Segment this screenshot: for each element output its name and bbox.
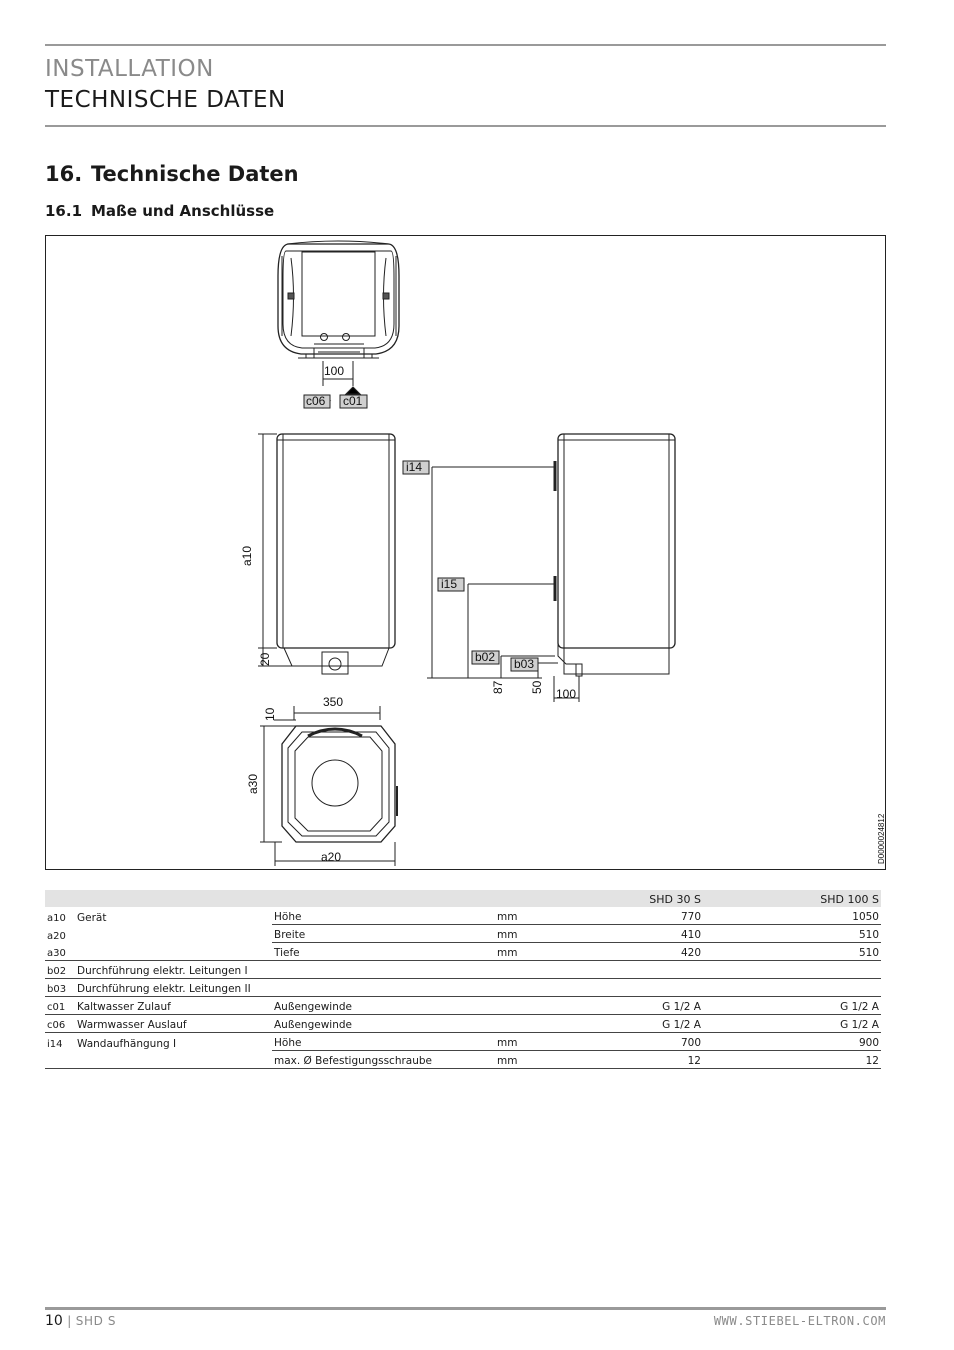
table-cell-v1: 12 bbox=[525, 1051, 703, 1069]
table-cell-v1: 770 bbox=[525, 907, 703, 925]
drawing-code: D0000024812 bbox=[877, 813, 886, 864]
heading-number: 16. bbox=[45, 162, 83, 186]
label-dim-100-side: 100 bbox=[556, 687, 577, 701]
label-dim-87: 87 bbox=[491, 680, 505, 694]
table-cell-param: Tiefe bbox=[272, 943, 495, 961]
table-row bbox=[45, 1051, 881, 1069]
label-dim-100-top: 100 bbox=[324, 364, 345, 378]
table-cell-unit: mm bbox=[495, 1033, 525, 1051]
label-b03: b03 bbox=[514, 657, 535, 671]
table-row bbox=[45, 1015, 881, 1033]
subheading-title: Maße und Anschlüsse bbox=[91, 202, 275, 220]
table-cell-code: c06 bbox=[45, 1015, 75, 1033]
page-number: 10 bbox=[45, 1313, 63, 1329]
table-cell-unit bbox=[495, 979, 525, 997]
table-cell-v2 bbox=[703, 961, 881, 979]
table-cell-code: a20 bbox=[47, 930, 66, 942]
table-row bbox=[45, 925, 881, 943]
col-shd30: SHD 30 S bbox=[525, 890, 703, 907]
footer-rule bbox=[45, 1307, 886, 1310]
label-dim-10: 10 bbox=[263, 707, 277, 721]
table-cell-name: Wandaufhängung I bbox=[77, 1037, 177, 1050]
table-cell-v1 bbox=[525, 961, 703, 979]
table-cell-name bbox=[75, 1051, 272, 1069]
table-cell-v1: G 1/2 A bbox=[525, 997, 703, 1015]
table-cell-v2: G 1/2 A bbox=[703, 1015, 881, 1033]
table-cell-unit bbox=[495, 961, 525, 979]
label-a30: a30 bbox=[246, 773, 260, 794]
label-i14: i14 bbox=[406, 460, 423, 474]
table-cell-param bbox=[272, 979, 495, 997]
label-c01: c01 bbox=[343, 394, 363, 408]
top-view bbox=[278, 241, 399, 358]
header-top-rule bbox=[45, 44, 886, 46]
table-row bbox=[45, 943, 881, 961]
table-row bbox=[45, 979, 881, 997]
table-cell-code: b02 bbox=[45, 961, 75, 979]
label-a20: a20 bbox=[321, 850, 342, 864]
table-cell-name bbox=[75, 943, 272, 961]
footer-left bbox=[45, 1313, 116, 1329]
table-cell-name bbox=[75, 925, 272, 943]
table-cell-code bbox=[45, 1051, 75, 1069]
table-cell-name: Durchführung elektr. Leitungen I bbox=[75, 961, 272, 979]
table-cell-param: Höhe bbox=[272, 1033, 495, 1051]
heading-title: Technische Daten bbox=[91, 162, 299, 186]
heading-masse-anschluesse bbox=[45, 202, 274, 220]
table-cell-v2: G 1/2 A bbox=[703, 997, 881, 1015]
table-cell-param: Außengewinde bbox=[272, 1015, 495, 1033]
label-a10: a10 bbox=[240, 545, 254, 566]
label-b02: b02 bbox=[475, 650, 496, 664]
table-cell-v1: 410 bbox=[525, 925, 703, 943]
table-row bbox=[45, 1033, 881, 1051]
table-cell-param: Höhe bbox=[272, 907, 495, 925]
side-view bbox=[555, 434, 675, 676]
heading-technische-daten bbox=[45, 162, 299, 186]
label-dim-50: 50 bbox=[530, 680, 544, 694]
table-cell-v2: 900 bbox=[703, 1033, 881, 1051]
table-cell-unit bbox=[495, 997, 525, 1015]
table-cell-code: b03 bbox=[45, 979, 75, 997]
table-cell-code: a10 bbox=[47, 912, 66, 924]
footer-separator: | bbox=[67, 1314, 72, 1328]
dimension-drawing-svg bbox=[46, 236, 887, 871]
table-row bbox=[45, 961, 881, 979]
bottom-view bbox=[282, 726, 397, 842]
spec-table-header bbox=[45, 890, 881, 907]
front-view bbox=[277, 434, 395, 674]
footer-model: SHD S bbox=[75, 1314, 117, 1328]
table-cell-name: Warmwasser Auslauf bbox=[75, 1015, 272, 1033]
table-cell-unit: mm bbox=[495, 925, 525, 943]
table-cell-code: i14 bbox=[47, 1038, 63, 1050]
table-cell-v2: 510 bbox=[703, 943, 881, 961]
table-cell-v2: 1050 bbox=[703, 907, 881, 925]
table-cell-param bbox=[272, 961, 495, 979]
subheading-number: 16.1 bbox=[45, 202, 83, 220]
table-cell-unit: mm bbox=[495, 943, 525, 961]
table-cell-v1: 420 bbox=[525, 943, 703, 961]
table-cell-param: max. Ø Befestigungsschraube bbox=[272, 1051, 495, 1069]
table-cell-unit: mm bbox=[495, 1051, 525, 1069]
table-cell-unit bbox=[495, 1015, 525, 1033]
table-cell-name: Kaltwasser Zulauf bbox=[75, 997, 272, 1015]
table-row bbox=[45, 907, 881, 925]
label-i15: i15 bbox=[441, 577, 458, 591]
table-cell-name: Gerät bbox=[77, 911, 107, 924]
header-section: INSTALLATION bbox=[45, 56, 214, 82]
table-cell-param: Außengewinde bbox=[272, 997, 495, 1015]
header-subsection: TECHNISCHE DATEN bbox=[45, 87, 286, 113]
label-dim-350: 350 bbox=[323, 695, 344, 709]
spec-table bbox=[45, 890, 881, 1069]
table-cell-v1 bbox=[525, 979, 703, 997]
header-bottom-rule bbox=[45, 125, 886, 127]
col-shd100: SHD 100 S bbox=[703, 890, 881, 907]
table-cell-code: a30 bbox=[45, 943, 75, 961]
table-row bbox=[45, 997, 881, 1015]
table-cell-v2: 12 bbox=[703, 1051, 881, 1069]
footer-website: WWW.STIEBEL-ELTRON.COM bbox=[713, 1314, 886, 1328]
table-cell-param: Breite bbox=[272, 925, 495, 943]
table-cell-name: Durchführung elektr. Leitungen II bbox=[75, 979, 272, 997]
table-cell-v2: 510 bbox=[703, 925, 881, 943]
table-cell-v1: G 1/2 A bbox=[525, 1015, 703, 1033]
table-cell-code: c01 bbox=[45, 997, 75, 1015]
table-cell-unit: mm bbox=[495, 907, 525, 925]
table-cell-v2 bbox=[703, 979, 881, 997]
label-c06: c06 bbox=[306, 394, 326, 408]
label-dim-20: 20 bbox=[258, 652, 272, 666]
dimension-drawing bbox=[45, 235, 886, 870]
table-cell-v1: 700 bbox=[525, 1033, 703, 1051]
